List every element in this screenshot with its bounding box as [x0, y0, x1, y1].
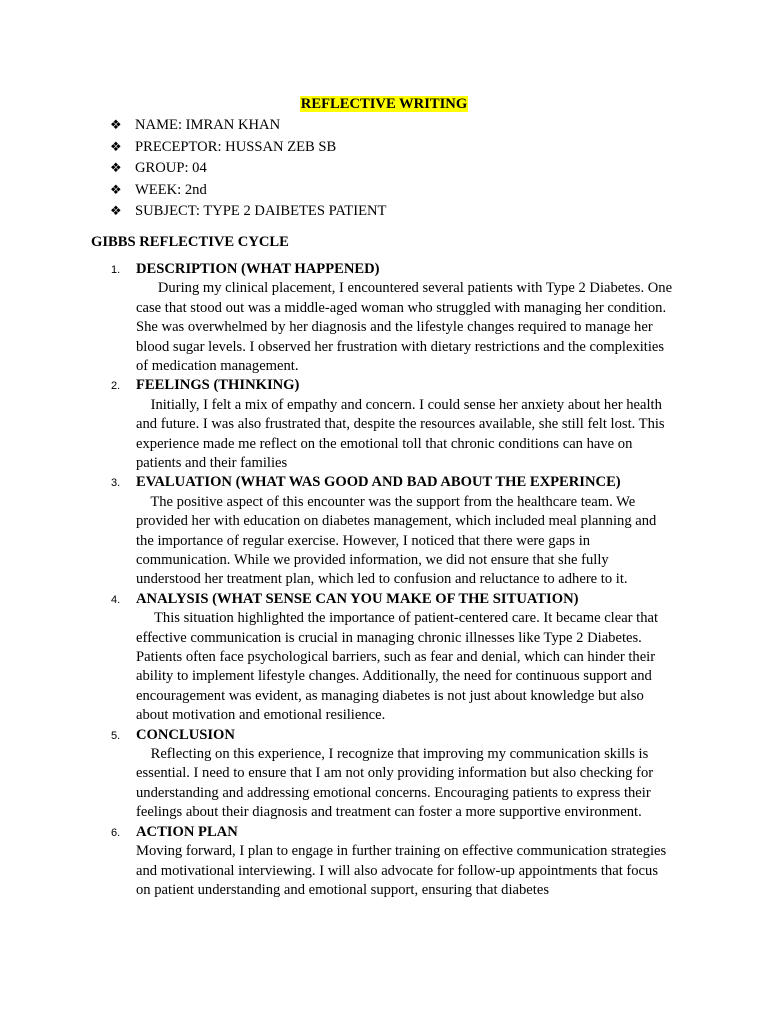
- paragraph: Reflecting on this experience, I recognize that improving my communication skills is essential. I need to ensure that I am not only providing information but also checking for understanding and addressing emotional concerns. Encouraging patients to express their feelings about their diagnosis and treatment can foster a more supportive environment.: [136, 746, 654, 821]
- meta-text: GROUP: 04: [135, 160, 207, 177]
- diamond-bullet-icon: ❖: [110, 182, 122, 198]
- indent: [136, 280, 158, 296]
- paragraph: Initially, I felt a mix of empathy and concern. I could sense her anxiety about her health and future. I was also frustrated that, despite the resources available, she still felt lost. This experience made me reflect on the emotional toll that chronic conditions can have on patients and their families: [136, 396, 665, 472]
- paragraph: During my clinical placement, I encountered several patients with Type 2 Diabetes. One case that stood out was a middle-aged woman who struggled with managing her condition. She was overwhelmed by her diagnosis and the lifestyle changes required to manage her blood sugar levels. I observed her frustration with dietary restrictions and the complexities of medication management.: [136, 280, 673, 375]
- diamond-bullet-icon: ❖: [110, 204, 122, 220]
- section-heading: GIBBS REFLECTIVE CYCLE: [91, 234, 289, 250]
- indent: [136, 610, 154, 626]
- indent: [136, 746, 151, 762]
- section-header: [0, 376, 768, 395]
- document-title: REFLECTIVE WRITING: [300, 96, 468, 112]
- section-number: 5.: [111, 729, 121, 742]
- section-title: FEELINGS (THINKING): [136, 377, 300, 394]
- section-header: [0, 823, 768, 842]
- paragraph: The positive aspect of this encounter was the support from the healthcare team. We provided her with education on diabetes management, which included meal planning and the importance of regular exercise. However, I noticed that there were gaps in communication. While we provided information, we did not ensure that she fully understood her treatment plan, which led to confusion and reluctance to adhere to it.: [136, 493, 657, 588]
- sections-list: [0, 260, 768, 900]
- section-title: DESCRIPTION (WHAT HAPPENED): [136, 261, 380, 277]
- paragraph: This situation highlighted the importance of patient-centered care. It became clear that effective communication is crucial in managing chronic illnesses like Type 2 Diabetes. Patients often face psychological barriers, such as fear and denial, which can hinder their ability to implement lifestyle changes. Additionally, the need for continuous support and encouragement was evident, as managing diabetes is not just about knowledge but also about motivation and emotional resilience.: [136, 610, 659, 724]
- section-header: [0, 590, 768, 609]
- section-header: [0, 260, 768, 279]
- meta-text: WEEK: 2nd: [135, 181, 207, 198]
- section-body: [136, 396, 676, 474]
- meta-list: [110, 115, 386, 223]
- meta-item-preceptor: [110, 137, 386, 159]
- section-body: [136, 745, 676, 823]
- meta-item-name: [110, 115, 386, 137]
- section-title: EVALUATION (WHAT WAS GOOD AND BAD ABOUT THE EXPERINCE): [136, 474, 621, 491]
- paragraph: Moving forward, I plan to engage in further training on effective communication strategies and motivational interviewing. I will also advocate for follow-up appointments that focus on patient understanding and emotional support, ensuring that diabetes: [136, 843, 667, 898]
- meta-text: PRECEPTOR: HUSSAN ZEB SB: [135, 138, 337, 155]
- meta-text: SUBJECT: TYPE 2 DAIBETES PATIENT: [135, 203, 387, 220]
- section-number: 2.: [111, 380, 121, 393]
- section-title: CONCLUSION: [136, 726, 235, 743]
- section-evaluation: [0, 473, 768, 589]
- indent: [136, 397, 151, 413]
- section-body: [136, 279, 676, 376]
- section-body: [136, 609, 676, 725]
- section-number: 6.: [111, 826, 121, 839]
- section-header: [0, 473, 768, 492]
- section-title: ANALYSIS (WHAT SENSE CAN YOU MAKE OF THE SITUATION): [136, 590, 579, 607]
- section-analysis: [0, 590, 768, 726]
- section-conclusion: [0, 726, 768, 823]
- section-title: ACTION PLAN: [136, 823, 238, 840]
- section-body: [136, 493, 676, 590]
- section-header: [0, 726, 768, 745]
- section-number: 1.: [111, 264, 121, 276]
- indent: [136, 494, 150, 510]
- section-action-plan: [0, 823, 768, 901]
- section-number: 4.: [111, 593, 121, 606]
- diamond-bullet-icon: ❖: [110, 161, 122, 177]
- section-description: [0, 260, 768, 376]
- meta-item-subject: [110, 201, 386, 223]
- section-number: 3.: [111, 477, 121, 490]
- diamond-bullet-icon: ❖: [110, 139, 122, 155]
- diamond-bullet-icon: ❖: [110, 118, 122, 134]
- meta-text: NAME: IMRAN KHAN: [135, 117, 281, 134]
- title-container: [0, 95, 768, 114]
- meta-item-group: [110, 158, 386, 180]
- section-body: [136, 842, 676, 900]
- meta-item-week: [110, 180, 386, 202]
- section-feelings: [0, 376, 768, 473]
